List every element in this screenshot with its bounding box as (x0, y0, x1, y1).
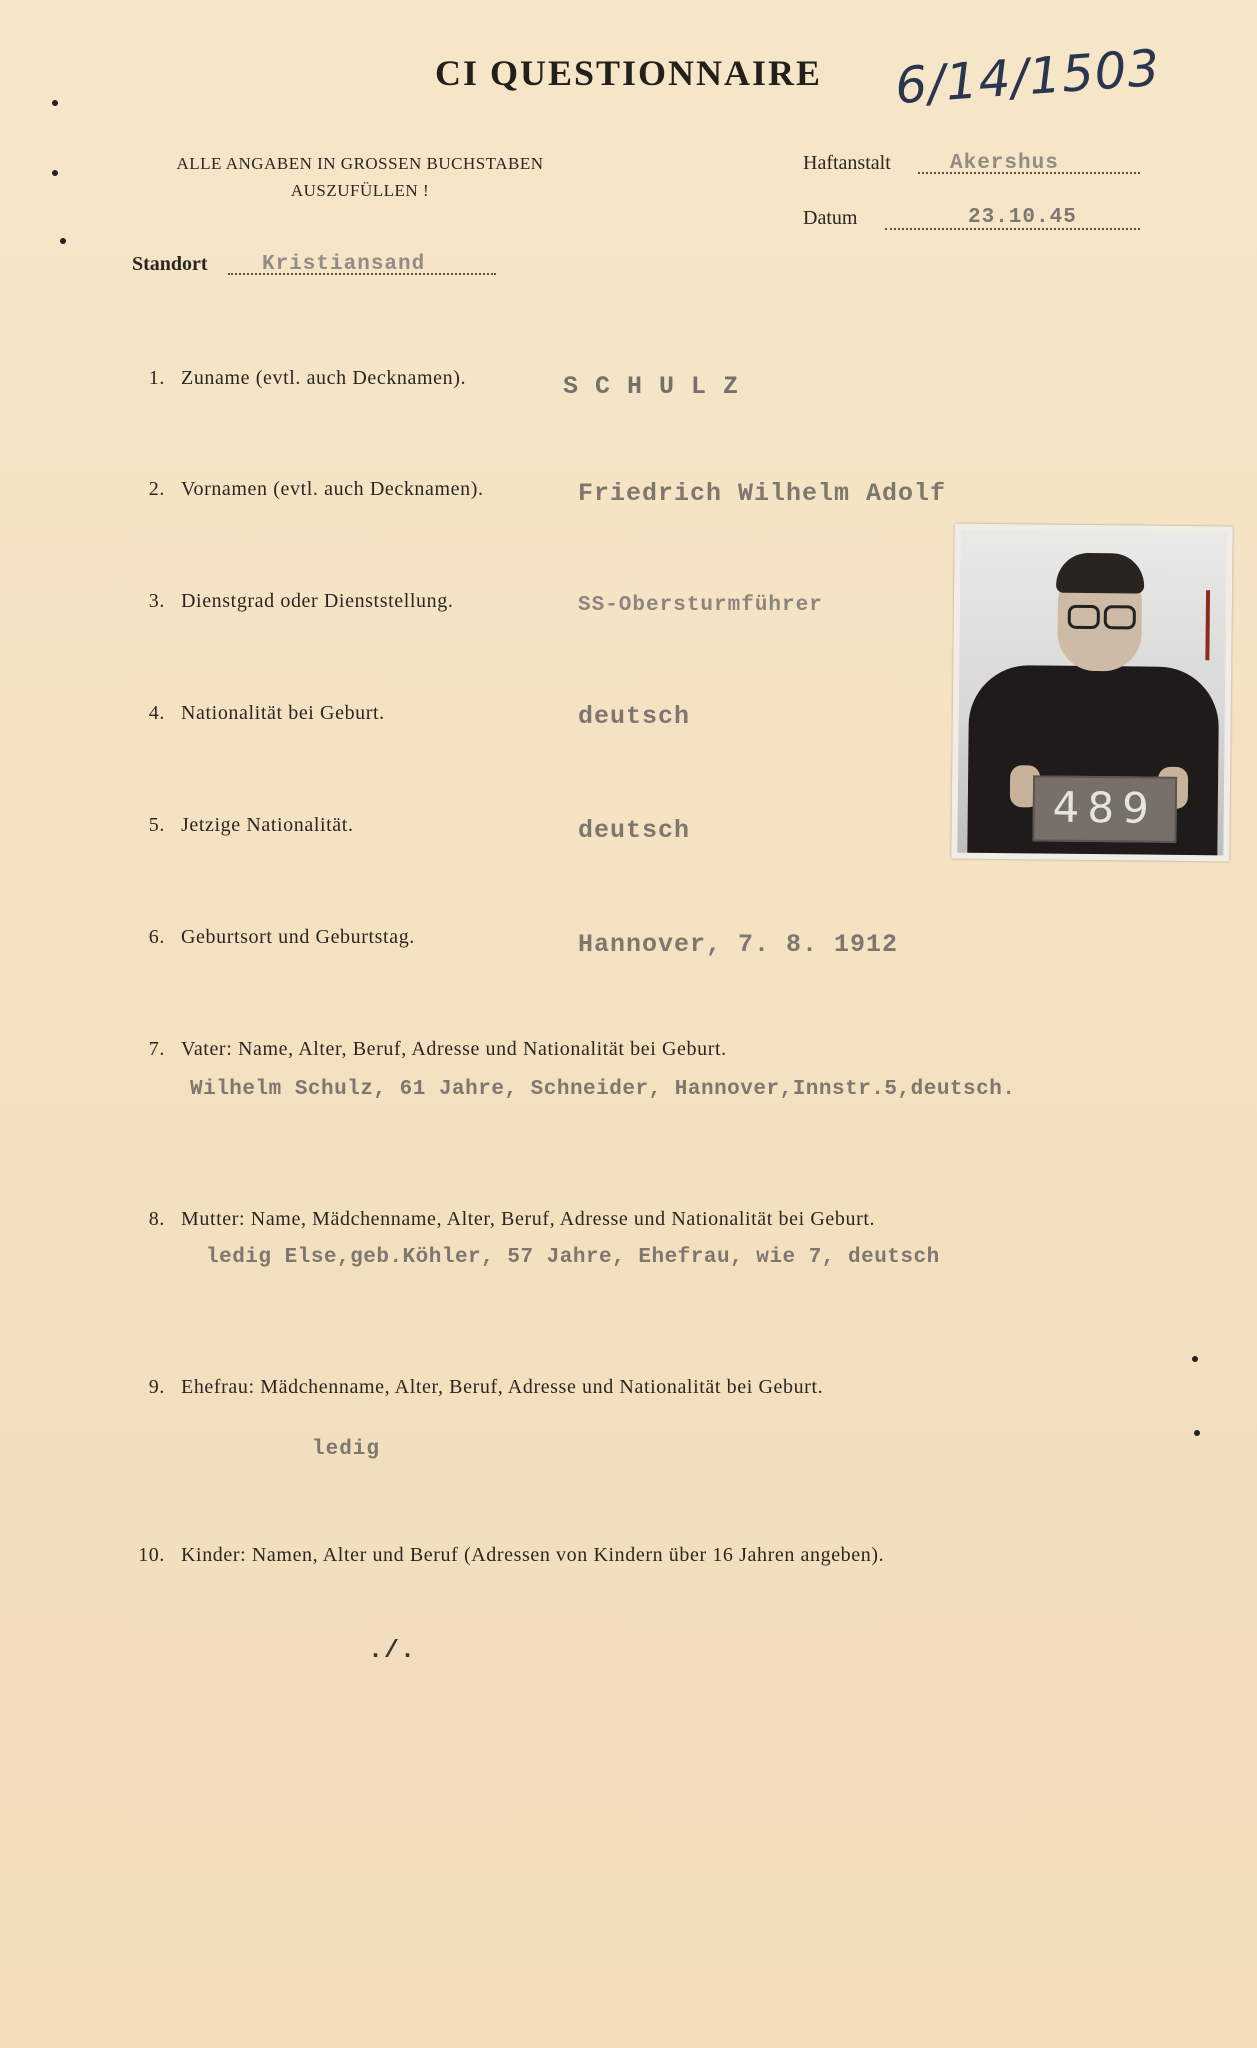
question-4 (125, 702, 385, 725)
photo-subject-hair (1056, 553, 1144, 594)
answer-3: SS-Obersturmführer (578, 594, 823, 617)
mugshot-photo (951, 524, 1232, 862)
photo-measuring-stick (1205, 590, 1210, 660)
answer-6: Hannover, 7. 8. 1912 (578, 930, 899, 959)
question-label: Kinder: Namen, Alter und Beruf (Adressen von Kindern über 16 Jahren angeben). (181, 1544, 885, 1566)
question-number: 2. (148, 478, 165, 500)
instruction-text (120, 150, 600, 204)
datum-value: 23.10.45 (968, 206, 1077, 229)
question-label: Nationalität bei Geburt. (181, 702, 385, 724)
margin-mark (60, 238, 66, 244)
margin-mark (52, 170, 58, 176)
answer-4: deutsch (578, 702, 691, 731)
question-label: Jetzige Nationalität. (181, 814, 354, 836)
question-number: 8. (148, 1208, 165, 1230)
answer-7: Wilhelm Schulz, 61 Jahre, Schneider, Hannover,Innstr.5,deutsch. (190, 1078, 1016, 1101)
question-label: Vornamen (evtl. auch Decknamen). (181, 478, 484, 500)
question-2 (125, 478, 484, 501)
datum-label: Datum (803, 207, 858, 229)
question-9 (125, 1376, 823, 1399)
answer-9: ledig (312, 1438, 381, 1461)
question-number: 7. (148, 1038, 165, 1060)
question-3 (125, 590, 453, 613)
question-7 (125, 1038, 727, 1061)
answer-5: deutsch (578, 816, 691, 845)
question-number: 1. (148, 367, 165, 389)
photo-image (957, 530, 1226, 856)
question-number: 5. (148, 814, 165, 836)
instruction-line-1: ALLE ANGABEN IN GROSSEN BUCHSTABEN (176, 154, 544, 173)
margin-mark (1192, 1356, 1198, 1362)
page-title: CI QUESTIONNAIRE (434, 53, 823, 93)
haftanstalt-value: Akershus (950, 152, 1059, 175)
question-6 (125, 926, 415, 949)
answer-1: S C H U L Z (563, 372, 740, 401)
question-number: 6. (148, 926, 165, 948)
question-label: Vater: Name, Alter, Beruf, Adresse und Nationalität bei Geburt. (181, 1038, 727, 1060)
standort-value: Kristiansand (262, 253, 426, 276)
question-number: 9. (148, 1376, 165, 1398)
question-number: 4. (148, 702, 165, 724)
question-8 (125, 1208, 875, 1231)
question-10 (125, 1544, 884, 1567)
answer-2: Friedrich Wilhelm Adolf (578, 479, 947, 508)
instruction-line-2: AUSZUFÜLLEN ! (290, 181, 430, 200)
answer-10: ./. (368, 1636, 417, 1665)
standort-label: Standort (132, 253, 208, 275)
question-label: Mutter: Name, Mädchenname, Alter, Beruf, Adresse und Nationalität bei Geburt. (181, 1208, 876, 1230)
question-number: 10. (138, 1544, 165, 1566)
answer-8: ledig Else,geb.Köhler, 57 Jahre, Ehefrau, wie 7, deutsch (206, 1246, 940, 1269)
question-number: 3. (148, 590, 165, 612)
handwritten-reference: 6/14/1503 (893, 38, 1163, 116)
margin-mark (52, 100, 58, 106)
haftanstalt-label: Haftanstalt (803, 152, 891, 174)
margin-mark (1194, 1430, 1200, 1436)
question-label: Ehefrau: Mädchenname, Alter, Beruf, Adresse und Nationalität bei Geburt. (181, 1376, 824, 1398)
photo-number-board: 489 (1032, 775, 1177, 843)
question-label: Dienstgrad oder Dienststellung. (181, 590, 454, 612)
question-5 (125, 814, 354, 837)
question-label: Zuname (evtl. auch Decknamen). (181, 367, 467, 389)
question-label: Geburtsort und Geburtstag. (181, 926, 415, 948)
glasses-icon (1068, 605, 1134, 626)
question-1 (125, 367, 466, 390)
